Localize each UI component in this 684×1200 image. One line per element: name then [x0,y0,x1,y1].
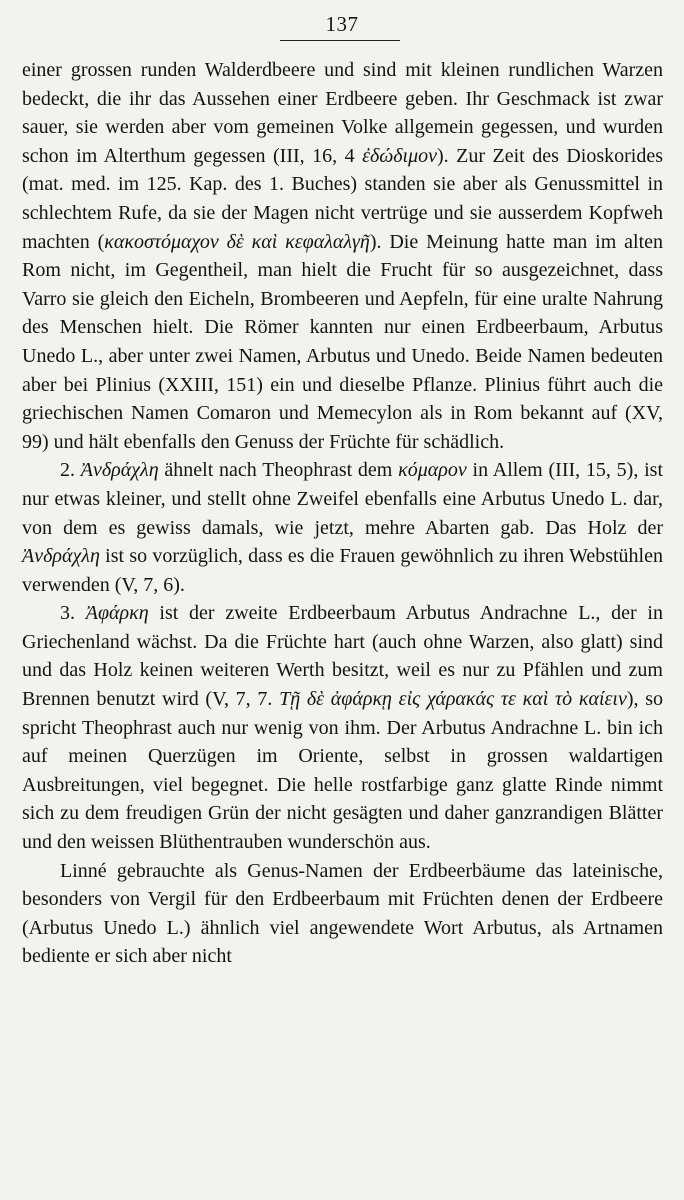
text-run: ist der zweite Erdbeerbaum Arbutus Andrachne L., der in Griechenland wächst. Da die Früchte hart (auch ohne Warzen, also glatt) sind und das Holz keinen weiteren Werth besitzt, weil es nur zu Pfählen und zum Brennen benutzt wird (V, 7, 7. [22,602,663,711]
greek-term: ἐδώδιμον [362,144,437,167]
paragraph-2 [22,456,663,599]
text-run: 3. [60,602,86,625]
text-run: ), so spricht Theophrast auch nur wenig von ihm. Der Arbutus Andrachne L. bin ich auf meinen Querzügen im Oriente, selbst in grossen waldartigen Ausbreitungen, viel begegnet. Die helle rostfarbige ganz glatte Rinde nimmt sich zu dem freudigen Grün der nicht gesägten und daher ganzrandigen Blätter und den weissen Blüthentrauben wunderschön aus. [22,688,664,854]
text-run: in Allem (III, 15, 5), ist nur etwas kleiner, und stellt ohne Zweifel ebenfalls eine Arbutus Unedo L. dar, von dem es gewiss damals, wie jetzt, mehre Abarten gab. Das Holz der [22,459,663,539]
text-run: ist so vorzüglich, dass es die Frauen gewöhnlich zu ihren Webstühlen verwenden (V, 7, 6). [22,545,663,596]
paragraph-4 [22,857,663,971]
greek-term: Ἀνδράχλη [80,459,159,482]
greek-term: κόμαρον [398,459,467,482]
greek-term: κακοστόμαχον δὲ καὶ κεφαλαλγῆ [104,230,370,253]
greek-term: Ἀφάρκη [85,602,149,625]
text-run: Linné gebrauchte als Genus-Namen der Erdbeerbäume das lateinische, besonders von Vergil für den Erdbeerbaum mit Früchten denen der Erdbeere (Arbutus Unedo L.) ähnlich viel angewendete Wort Arbutus, als Artnamen bediente er sich aber nicht [22,859,663,968]
text-run: 2. [60,459,81,482]
text-run: ). Die Meinung hatte man im alten Rom nicht, im Gegentheil, man hielt die Frucht für so ausgezeichnet, dass Varro sie gleich den Eicheln, Brombeeren und Aepfeln, für eine uralte Nahrung des Menschen hielt. Die Römer kannten nur einen Erdbeerbaum, Arbutus Unedo L., aber unter zwei Namen, Arbutus und Unedo. Beide Namen bedeuten aber bei Plinius (XXIII, 151) ein und dieselbe Pflanze. Plinius führt auch die griechischen Namen Comaron und Memecylon als in Rom bekannt auf (XV, 99) und hält ebenfalls den Genuss der Früchte für schädlich. [22,230,663,453]
page-number: 137 [325,12,359,36]
paragraph-1 [22,56,663,456]
header-rule [280,40,400,41]
greek-term: Ἀνδράχλη [22,545,100,568]
paragraph-3 [22,599,663,856]
text-run: ). Zur Zeit des Dioskorides (mat. med. im 125. Kap. des 1. Buches) standen sie aber als Genussmittel in schlechtem Rufe, da sie der Magen nicht vertrüge und sie ausserdem Kopfweh machten ( [22,144,663,253]
text-run: einer grossen runden Walderdbeere und sind mit kleinen rundlichen Warzen bedeckt, die ihr das Aussehen einer Erdbeere geben. Ihr Geschmack ist zwar sauer, sie werden aber vom gemeinen Volke allgemein gegessen, und wurden schon im Alterthum gegessen (III, 16, 4 [22,59,663,167]
text-run: ähnelt nach Theophrast dem [158,459,399,482]
body-text [22,56,663,971]
greek-term: Τῇ δὲ ἀφάρκῃ εἰς χάρακάς τε καὶ τὸ καίειν [279,688,627,711]
